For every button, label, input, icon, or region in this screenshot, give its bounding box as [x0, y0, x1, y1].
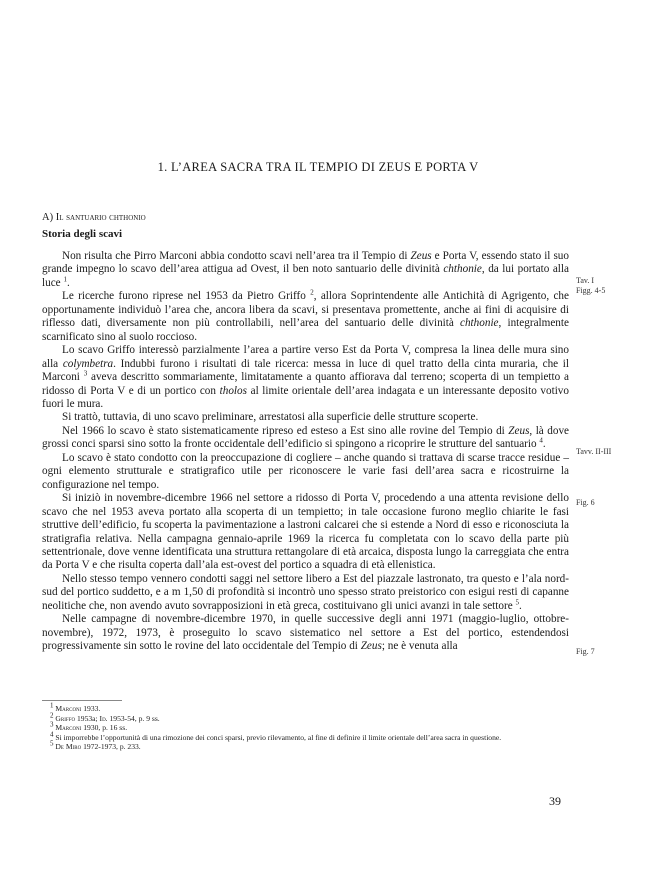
footnote-ref: 1: [50, 701, 54, 710]
footnote: $^1$ Marconi 1933.: [50, 701, 101, 713]
margin-note: [576, 447, 611, 457]
margin-note-line: Tavv. II-III: [576, 447, 612, 456]
footnotes: [42, 701, 569, 752]
paragraph: Si trattò, tuttavia, di uno scavo preliminare, arrestatosi alla superficie delle strutture scoperte.: [62, 411, 479, 424]
paragraph: Nello stesso tempo vennero condotti saggi nel settore libero a Est del piazzale lastronato, tra questo e l’ala nord-sud del portico suddetto, e a m 1,50 di profondità si incontrò uno spesso strato preistorico con esigui resti di capanne neolitiche che, non avendo avuto sovrapposizioni in età greca, costituivano gli unici avanzi in tale settore $^5$.: [42, 572, 569, 612]
page-number: 39: [549, 794, 561, 808]
margin-note: [576, 647, 595, 657]
author-name: Id.: [99, 713, 108, 723]
footnote-ref: 2: [310, 288, 314, 297]
paragraph: Non risulta che Pirro Marconi abbia condotto scavi nell’area tra il Tempio di Zeus e Porta V, essendo stato il suo grande impegno lo scavo dell’area attigua ad Ovest, il ben noto santuario delle divinità chthonie, da lui portato alla luce $^1$.: [42, 250, 569, 289]
footnote: $^2$ Griffo 1953a; Id. 1953-54, p. 9 ss.: [50, 711, 160, 723]
footnote-ref: 3: [50, 720, 54, 729]
section-heading: [42, 212, 146, 223]
footnote-ref: 4: [539, 436, 543, 445]
italic-term: chthonie: [460, 317, 499, 330]
italic-term: chthonie: [443, 263, 482, 276]
footnote-divider: [42, 700, 122, 701]
margin-note-line: Figg. 4-5: [576, 285, 606, 295]
footnote: $^3$ Marconi 1930, p. 16 ss.: [50, 720, 128, 733]
footnote-ref: 5: [515, 598, 519, 607]
author-name: Griffo: [55, 713, 76, 723]
paragraph: Si iniziò in novembre-dicembre 1966 nel settore a ridosso di Porta V, procedendo a una attenta revisione dello scavo che nel 1953 aveva portato alla scoperta di un tempietto; in tale occasione furono meglio chiarite le fasi struttive dell’edificio, fu scoperta la pavimentazione a lastroni calcarei che si estende a Nord di esso e riconosciuta la stratigrafia relativa. Nella campagna gennaio-aprile 1969 la ricerca fu completata con lo scavo della parte più settentrionale, dove venne identificata una struttura rettangolare di età arcaica, disposta lungo la carreggiata che entra da Porta V e che risulta coperta dall’ala est-ovest del portico a squadra di età ellenistica.: [42, 492, 569, 572]
paragraph: Lo scavo Griffo interessò parzialmente l’area a partire verso Est da Porta V, compresa la linea delle mura sino alla colymbetra. Indubbi furono i risultati di tale ricerca: messa in luce di quel tratto della cinta muraria, che il Marconi $^3$ aveva descritto sommariamente, limitatamente a quanto affiorava dal terreno; scoperta di un tempietto a ridosso di Porta V e di un portico con tholos al limite orientale dell’area indagata e un interessante deposito votivo fuori le mura.: [42, 344, 569, 410]
footnote-ref: 2: [50, 711, 54, 720]
footnote: $^5$ De Miro 1972-1973, p. 233.: [50, 739, 141, 752]
margin-note: [576, 498, 595, 508]
paragraph: Le ricerche furono riprese nel 1953 da Pietro Griffo $^2$, allora Soprintendente alle Antichità di Agrigento, che opportunamente individuò l’area che, ancora libera da scavi, si presentava promettente, anche ai fini di acquisire di riflesso dati, diversamente non più controllabili, nell’area del santuario delle divinità chthonie, integralmente scarnificato sino al suolo roccioso.: [42, 288, 569, 343]
body-text: [42, 250, 569, 654]
italic-term: colymbetra: [62, 357, 114, 370]
section-title: Il santuario chthonio: [55, 212, 146, 223]
footnote: $^4$ Si imporrebbe l’opportunità di una rimozione dei conci sparsi, previo rilevamento, al fine di definire il limite orientale dell’area sacra in questione.: [50, 730, 502, 742]
margin-note: [576, 276, 605, 295]
paragraph: Nelle campagne di novembre-dicembre 1970, in quelle successive degli anni 1971 (maggio-luglio, ottobre-novembre), 1972, 1973, è proseguito lo scavo sistematico nel settore a Est del portico, estendendosi progressivamente sin sotto le rovine del lato occidentale del Tempio di Zeus; ne è venuta alla: [42, 613, 569, 653]
paragraph: Nel 1966 lo scavo è stato sistematicamente ripreso ed esteso a Est sino alle rovine del Tempio di Zeus, là dove grossi conci sparsi sino sotto la fronte occidentale dell’edificio si spingono a ricoprire le strutture del santuario $^4$.: [42, 424, 570, 451]
italic-term: Zeus: [508, 424, 530, 437]
italic-term: Zeus: [360, 640, 382, 653]
author-name: De Miro: [55, 742, 82, 752]
chapter-title: 1. L’AREA SACRA TRA IL TEMPIO DI ZEUS E PORTA V: [157, 160, 479, 174]
margin-note-line: Fig. 6: [576, 498, 595, 507]
footnote-ref: 4: [50, 730, 54, 739]
author-name: Marconi: [55, 723, 82, 733]
section-letter: A): [42, 212, 54, 223]
paragraph: Lo scavo è stato condotto con la preoccupazione di cogliere – anche quando si trattava di scarse tracce residue – ogni elemento strutturale e stratigrafico utile per riconoscere le varie fasi dell’area sacra e ricostruirne la configurazione nel tempo.: [42, 451, 569, 491]
margin-note-line: Fig. 7: [576, 647, 595, 656]
italic-term: Zeus: [410, 250, 432, 262]
footnote-ref: 5: [50, 739, 54, 748]
margin-note-line: Tav. I: [576, 276, 595, 285]
author-name: Marconi: [55, 704, 82, 713]
footnote-ref: 3: [83, 369, 88, 378]
footnote-ref: 1: [63, 275, 67, 284]
italic-term: tholos: [219, 384, 247, 397]
subheading: Storia degli scavi: [42, 228, 123, 240]
